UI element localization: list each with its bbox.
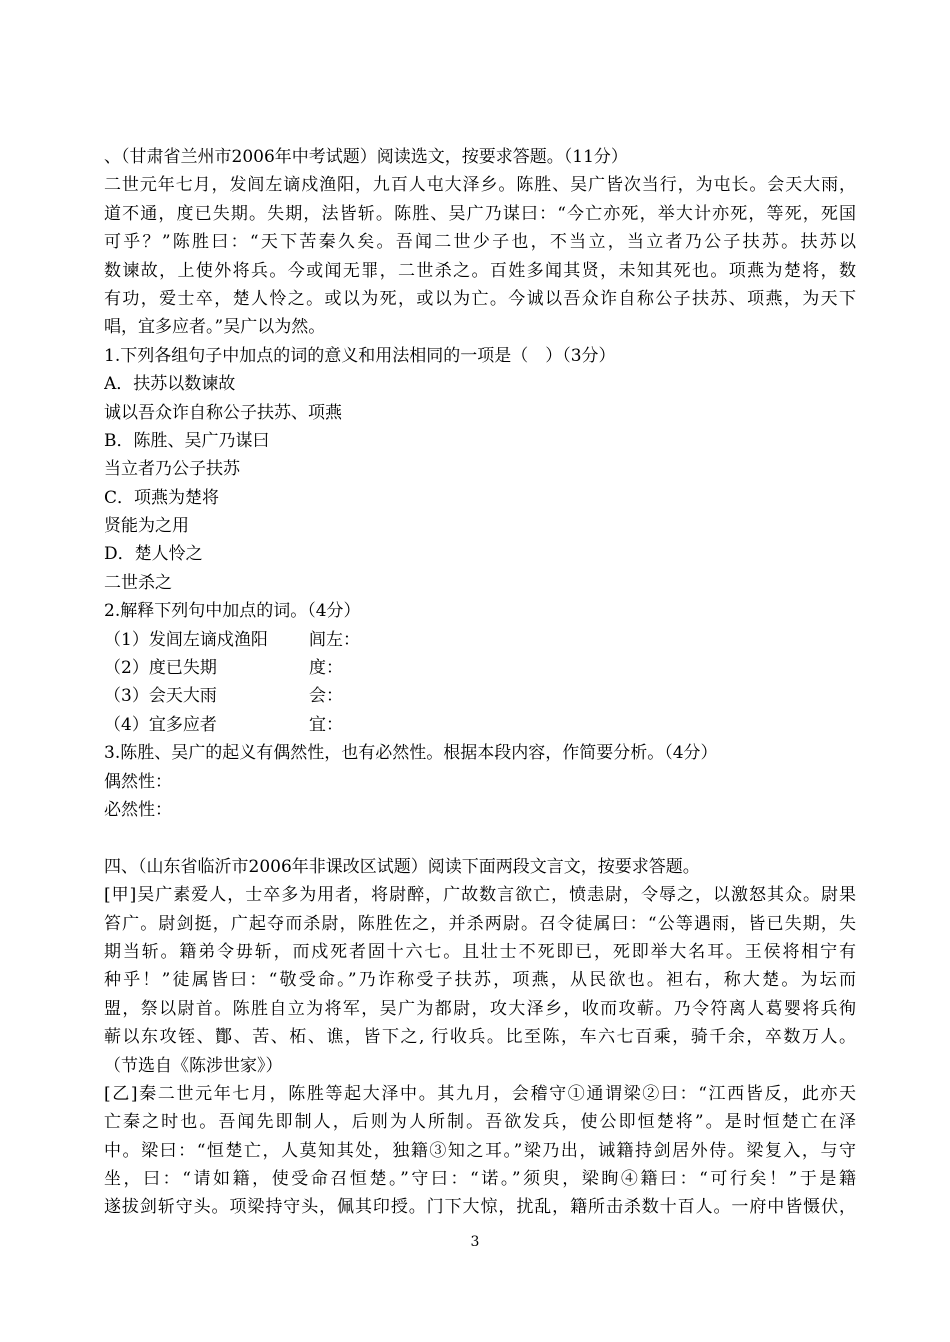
option-b-pair: 当立者乃公子扶苏 bbox=[104, 459, 240, 480]
option-d-pair: 二世杀之 bbox=[104, 572, 172, 593]
passage-line: 二世元年七月，发闾左谪戍渔阳，九百人屯大泽乡。陈胜、吴广皆次当行，为屯长。会天大雨， bbox=[104, 175, 856, 196]
q2-item-word: 会： bbox=[309, 686, 343, 707]
passage-line: 唱，宜多应者。”吴广以为然。 bbox=[104, 317, 326, 338]
option-c-label: C．项燕为楚将 bbox=[104, 487, 220, 508]
q2-item-word: 度： bbox=[309, 658, 343, 679]
passage-jia-line: [甲]吴广素爱人，士卒多为用者，将尉醉，广故数言欲亡，愤恚尉，令辱之，以激怒其众。尉果 bbox=[104, 885, 856, 906]
passage-yi-line: 中。梁曰：“恒楚亡，人莫知其处，独籍③知之耳。”梁乃出，诫籍持剑居外侍。梁复入，与守 bbox=[104, 1140, 856, 1161]
question-2-stem: 2.解释下列句中加点的词。（4分） bbox=[104, 601, 361, 622]
passage-jia-line: 盟，祭以尉首。陈胜自立为将军，吴广为都尉，攻大泽乡，收而攻蕲。乃令符离人葛婴将兵徇 bbox=[104, 998, 856, 1019]
option-c-pair: 贤能为之用 bbox=[104, 516, 189, 537]
q2-item-word: 宜： bbox=[309, 714, 343, 735]
option-d-label: D．楚人怜之 bbox=[104, 544, 203, 565]
q2-item-word: 闾左： bbox=[309, 629, 360, 650]
q2-item-sentence: （3）会天大雨 bbox=[104, 686, 217, 707]
q2-item-sentence: （1）发闾左谪戍渔阳 bbox=[104, 629, 268, 650]
passage-jia-line: 种乎！”徒属皆曰：“敬受命。”乃诈称受子扶苏，项燕，从民欲也。袒右，称大楚。为坛而 bbox=[104, 970, 856, 991]
q3-answer-line-1: 偶然性： bbox=[104, 771, 172, 792]
passage-yi-line: 遂拔剑斩守头。项梁持守头，佩其印授。门下大惊，扰乱，籍所击杀数十百人。一府中皆慑伏， bbox=[104, 1197, 856, 1218]
q2-item-sentence: （2）度已失期 bbox=[104, 658, 217, 679]
passage-line: 有功，爱士卒，楚人怜之。或以为死，或以为亡。今诚以吾众诈自称公子扶苏、项燕，为天下 bbox=[104, 288, 856, 309]
passage-jia-source: （节选自《陈涉世家》） bbox=[104, 1055, 283, 1076]
blank-line bbox=[104, 824, 856, 852]
section-3-heading: 、（甘肃省兰州市2006年中考试题）阅读选文，按要求答题。（11分） bbox=[104, 147, 628, 167]
q2-item bbox=[104, 711, 856, 739]
passage-jia-line: 期当斩。籍弟令毋斩，而戍死者固十六七。且壮士不死即已，死即举大名耳。王侯将相宁有 bbox=[104, 941, 856, 962]
question-1 bbox=[104, 342, 856, 598]
q2-item bbox=[104, 626, 856, 654]
passage-jia bbox=[104, 881, 856, 1080]
question-2 bbox=[104, 597, 856, 739]
q3-answer-line-2: 必然性： bbox=[104, 799, 172, 820]
section-3-passage bbox=[104, 171, 856, 341]
section-4-heading: 四、（山东省临沂市2006年非课改区试题）阅读下面两段文言文，按要求答题。 bbox=[104, 856, 700, 877]
q2-item bbox=[104, 682, 856, 710]
q2-item bbox=[104, 654, 856, 682]
passage-jia-line: 蕲以东攻铚、酇、苦、柘、谯，皆下之, 行收兵。比至陈，车六七百乘，骑千余，卒数万人。 bbox=[104, 1027, 856, 1048]
question-1-stem: 1.下列各组句子中加点的词的意义和用法相同的一项是（ ）（3分） bbox=[104, 345, 616, 366]
option-b-label: B．陈胜、吴广乃谋曰 bbox=[104, 430, 270, 451]
passage-yi-line: 亡秦之时也。吾闻先即制人，后则为人所制。吾欲发兵，使公即恒楚将”。是时恒楚亡在泽 bbox=[104, 1112, 856, 1133]
page-number: 3 bbox=[470, 1234, 480, 1250]
passage-line: 道不通，度已失期。失期，法皆斩。陈胜、吴广乃谋曰：“今亡亦死，举大计亦死，等死，死国 bbox=[104, 203, 856, 224]
passage-jia-line: 笞广。尉剑挺，广起夺而杀尉，陈胜佐之，并杀两尉。召令徒属曰：“公等遇雨，皆已失期，失 bbox=[104, 913, 856, 934]
q2-item-sentence: （4）宜多应者 bbox=[104, 714, 217, 735]
option-a-label: A．扶苏以数谏故 bbox=[104, 374, 236, 395]
passage-line: 可乎？”陈胜曰：“天下苦秦久矣。吾闻二世少子也，不当立，当立者乃公子扶苏。扶苏以 bbox=[104, 232, 856, 253]
passage-yi bbox=[104, 1080, 856, 1222]
option-a-pair: 诚以吾众诈自称公子扶苏、项燕 bbox=[104, 402, 342, 423]
passage-line: 数谏故，上使外将兵。今或闻无罪，二世杀之。百姓多闻其贤，未知其死也。项燕为楚将，数 bbox=[104, 260, 856, 281]
question-3-stem: 3.陈胜、吴广的起义有偶然性，也有必然性。根据本段内容，作简要分析。（4分） bbox=[104, 743, 718, 764]
passage-yi-line: 坐，曰：“请如籍，使受命召恒楚。”守曰：“诺。”须臾，梁眴④籍曰：“可行矣！”于是籍 bbox=[104, 1169, 856, 1190]
passage-yi-line: [乙]秦二世元年七月，陈胜等起大泽中。其九月，会稽守①通谓梁②曰：“江西皆反，此亦天 bbox=[104, 1083, 856, 1104]
page-content bbox=[104, 143, 856, 1222]
question-3 bbox=[104, 739, 856, 824]
